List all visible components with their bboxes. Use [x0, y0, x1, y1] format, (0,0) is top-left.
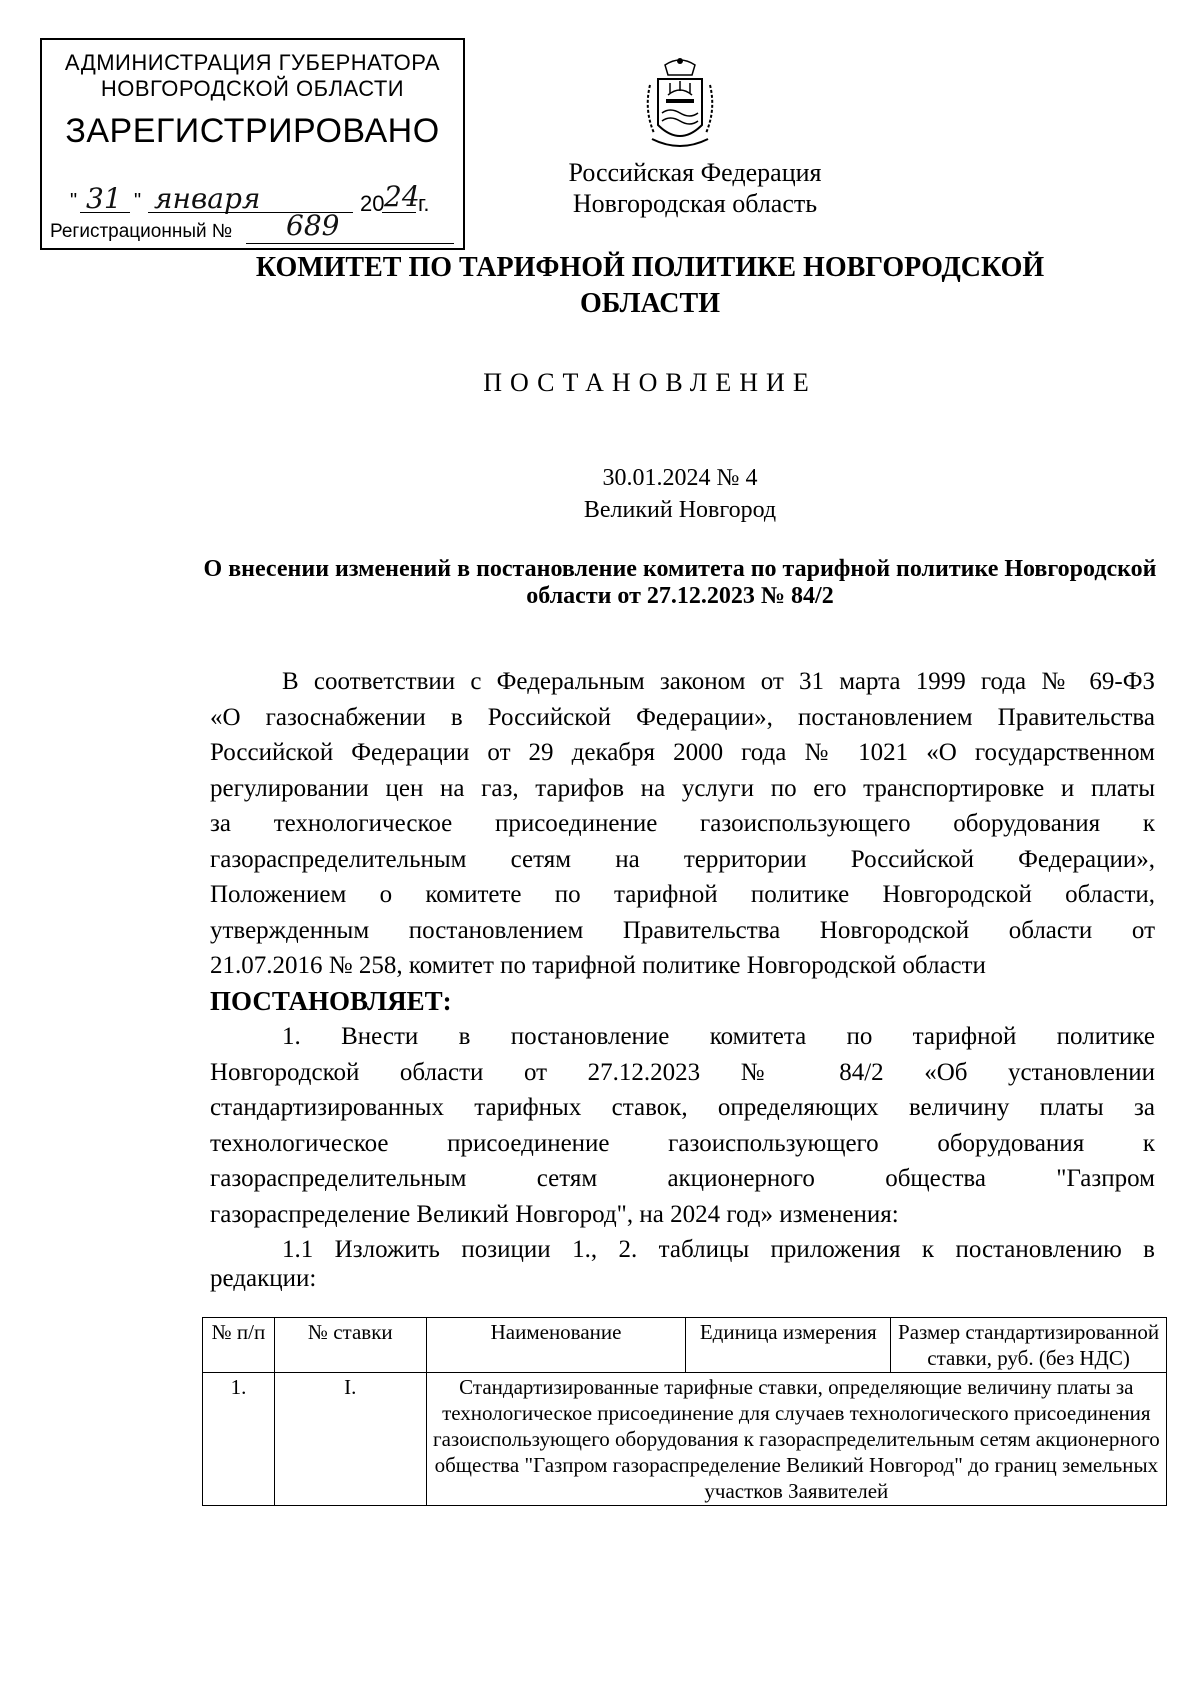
committee-title: КОМИТЕТ ПО ТАРИФНОЙ ПОЛИТИКЕ НОВГОРОДСКОЙ ОБЛАСТИ: [255, 252, 1045, 319]
preamble-line: «О газоснабжении в Российской Федерации», постановлением Правительства: [210, 703, 1155, 731]
preamble-line: регулировании цен на газ, тарифов на услуги по его транспортировке и платы: [210, 774, 1155, 802]
tariff-table: [202, 1317, 1167, 1506]
stamp-day: 31: [86, 182, 122, 215]
document-city: Великий Новгород: [583, 497, 777, 523]
table-cell-rate: I.: [274, 1373, 426, 1506]
document-date-number: 30.01.2024 № 4: [602, 465, 758, 491]
item1-line: газораспределительным сетям акционерного общества "Газпром: [210, 1165, 1155, 1192]
preamble: [210, 664, 1155, 1290]
federation-name: Российская Федерация: [568, 158, 822, 187]
table-header-cell: Размер стандартизированной ставки, руб. (без НДС): [891, 1318, 1167, 1373]
stamp-reg-row: [50, 209, 460, 245]
document-subject: О внесении изменений в постановление комитета по тарифной политике Новгородской области от 27.12.2023 № 84/2: [203, 556, 1157, 609]
item1-1-line: 1.1 Изложить позиции 1., 2. таблицы приложения к постановлению в: [282, 1236, 1155, 1263]
preamble-line: Российской Федерации от 29 декабря 2000 года № 1021 «О государственном: [210, 739, 1155, 766]
item1-line: технологическое присоединение газоиспользующего оборудования к: [210, 1129, 1155, 1157]
stamp-year-prefix: 20: [360, 191, 385, 216]
item1-line: газораспределение Великий Новгород", на 2024 год» изменения:: [210, 1200, 899, 1228]
preamble-line: В соответствии с Федеральным законом от 31 марта 1999 года № 69-ФЗ: [282, 668, 1155, 695]
table-cell-description: Стандартизированные тарифные ставки, определяющие величину платы за технологическое присоединение для случаев технологического присоединения газоиспользующего оборудования к газораспределительным сетям акционерного общества "Газпром газораспределение Великий Новгород" до границ земельных участков Заявителей: [426, 1373, 1166, 1506]
stamp-reg-number: 689: [286, 209, 340, 242]
item1-line: Новгородской области от 27.12.2023 № 84/2 «Об установлении: [210, 1058, 1155, 1086]
stamp-line-2: НОВГОРОДСКОЙ ОБЛАСТИ: [100, 76, 405, 101]
stamp-year-suffix: г.: [418, 191, 430, 216]
preamble-line: за технологическое присоединение газоиспользующего оборудования к: [210, 810, 1155, 837]
document-type: ПОСТАНОВЛЕНИЕ: [483, 368, 817, 397]
stamp-month: января: [154, 182, 261, 215]
item1-line: стандартизированных тарифных ставок, определяющих величину платы за: [210, 1094, 1155, 1121]
stamp-date-row: " 31 " января 20 24 г.: [70, 180, 430, 216]
preamble-line: Положением о комитете по тарифной политике Новгородской области,: [210, 881, 1155, 908]
table-header-cell: № п/п: [203, 1318, 275, 1373]
resolves-heading: ПОСТАНОВЛЯЕТ:: [210, 985, 452, 1016]
preamble-line: утвержденным постановлением Правительства Новгородской области от: [210, 916, 1155, 944]
table-header-row: [203, 1318, 1167, 1373]
table-header-cell: Наименование: [426, 1318, 686, 1373]
preamble-line: газораспределительным сетям на территории Российской Федерации»,: [210, 845, 1155, 873]
stamp-year: 24: [384, 180, 420, 213]
table-cell-num: 1.: [203, 1373, 275, 1506]
coat-of-arms-icon: [640, 55, 720, 155]
table-header-cell: № ставки: [274, 1318, 426, 1373]
item1-line: 1. Внести в постановление комитета по тарифной политике: [282, 1023, 1155, 1050]
table-header-cell: Единица измерения: [686, 1318, 891, 1373]
preamble-line: 21.07.2016 № 258, комитет по тарифной политике Новгородской области: [210, 952, 986, 979]
stamp-registered: ЗАРЕГИСТРИРОВАНО: [65, 112, 440, 150]
item1-1-line: редакции:: [210, 1264, 317, 1292]
stamp-line-1: АДМИНИСТРАЦИЯ ГУБЕРНАТОРА: [64, 50, 441, 75]
table-row: [203, 1373, 1167, 1506]
stamp-reg-label: Регистрационный №: [50, 221, 233, 242]
region-name: Новгородская область: [572, 189, 818, 218]
registration-stamp: [40, 38, 465, 250]
